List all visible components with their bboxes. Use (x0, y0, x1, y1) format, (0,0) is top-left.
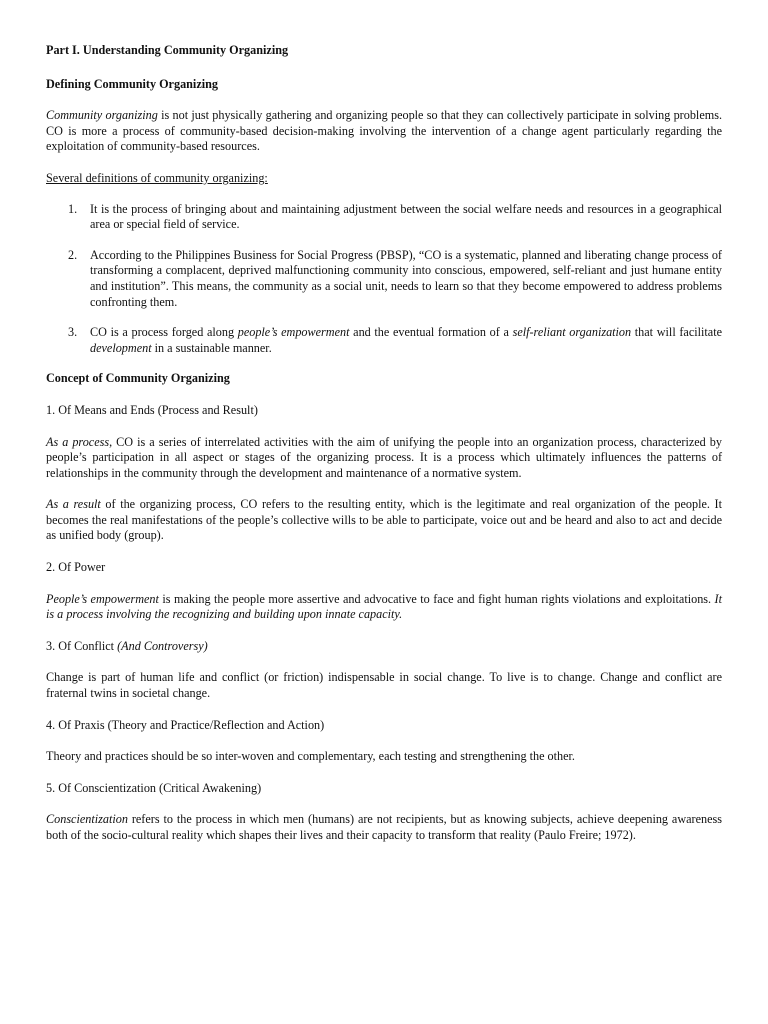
definition-number: 2. (68, 247, 78, 262)
conscientization-rest: refers to the process in which men (humans) are not recipients, but as knowing subjects, achieve deepening awareness both of the socio-cultural reality which shapes their lives and their capacity to transform that reality (Paulo Freire; 1972). (46, 812, 722, 842)
definition-number: 3. (68, 325, 78, 340)
definition-emphasis: self-reliant organization (512, 325, 632, 340)
document-page (46, 43, 722, 844)
definition-text-e: that will facilitate (631, 325, 722, 340)
conflict-paragraph: Change is part of human life and conflict (or friction) indispensable in social change. To live is to change. Change and conflict are fraternal twins in societal change. (46, 670, 722, 701)
conflict-title-italic: (And Controversy) (117, 638, 208, 653)
praxis-title: 4. Of Praxis (Theory and Practice/Reflection and Action) (46, 717, 325, 732)
definition-text: It is the process of bringing about and maintaining adjustment between the social welfare needs and resources in a geographical area or special field of service. (90, 201, 722, 232)
means-ends-process-paragraph (46, 435, 722, 482)
definition-item-2 (46, 248, 722, 310)
definition-text-c: and the eventual formation of a (349, 325, 513, 340)
result-rest: of the organizing process, CO refers to the resulting entity, which is the legitimate and real organization of the people. It becomes the real manifestations of the people’s collective wills to be able to participate, voice out and be heard and also to act and decide as unified body (group). (46, 497, 722, 543)
conflict-title-text: 3. Of Conflict (46, 638, 118, 653)
power-emphasis: It is a process involving the recognizing and building upon innate capacity. (46, 591, 722, 622)
definition-item-1 (46, 202, 722, 233)
definition-text-a: CO is a process forged along (90, 325, 238, 340)
praxis-paragraph: Theory and practices should be so inter-woven and complementary, each testing and strengthening the other. (46, 749, 575, 764)
power-term: People’s empowerment (46, 591, 159, 606)
intro-rest: is not just physically gathering and organizing people so that they can collectively participate in solving problems. CO is more a process of community-based decision-making involving the intervention of a change agent particularly regarding the exploitation of community-based resources. (46, 108, 722, 154)
defining-heading: Defining Community Organizing (46, 76, 218, 91)
conscientization-paragraph (46, 812, 722, 843)
part-title: Part I. Understanding Community Organizing (46, 43, 289, 57)
process-term: As a process (46, 434, 110, 449)
definitions-list (46, 202, 722, 357)
definition-emphasis: people’s empowerment (237, 325, 350, 340)
power-title: 2. Of Power (46, 560, 106, 575)
means-ends-title: 1. Of Means and Ends (Process and Result) (46, 402, 258, 417)
intro-paragraph (46, 108, 722, 155)
definition-item-3 (46, 325, 722, 356)
definition-text-g: in a sustainable manner. (151, 340, 272, 355)
conscientization-term: Conscientization (46, 812, 128, 827)
conflict-title (46, 639, 722, 655)
power-rest: is making the people more assertive and advocative to face and fight human rights violations and exploitations. (158, 591, 715, 606)
concept-heading: Concept of Community Organizing (46, 371, 230, 386)
conscientization-title: 5. Of Conscientization (Critical Awakening) (46, 780, 262, 795)
means-ends-result-paragraph (46, 497, 722, 544)
definition-text: According to the Philippines Business for Social Progress (PBSP), “CO is a systematic, planned and liberating change process of transforming a complacent, deprived malfunctioning community into conscious, empowered, self-reliant and just humane entity and institution”. This means, the community as a social unit, needs to learn so that they become empowered to address problems confronting them. (90, 247, 722, 309)
power-paragraph (46, 592, 722, 623)
result-term: As a result (46, 497, 101, 512)
definition-number: 1. (68, 201, 78, 216)
intro-term: Community organizing (46, 108, 158, 123)
definition-emphasis: development (90, 340, 152, 355)
process-rest: , CO is a series of interrelated activities with the aim of unifying the people into an organization process, characterized by people’s participation in all aspect or stages of the organizing process. It is a process which ultimately influences the patterns of relationships in the community through the development and maintenance of a normative system. (46, 434, 722, 480)
definitions-label: Several definitions of community organizing: (46, 170, 268, 185)
